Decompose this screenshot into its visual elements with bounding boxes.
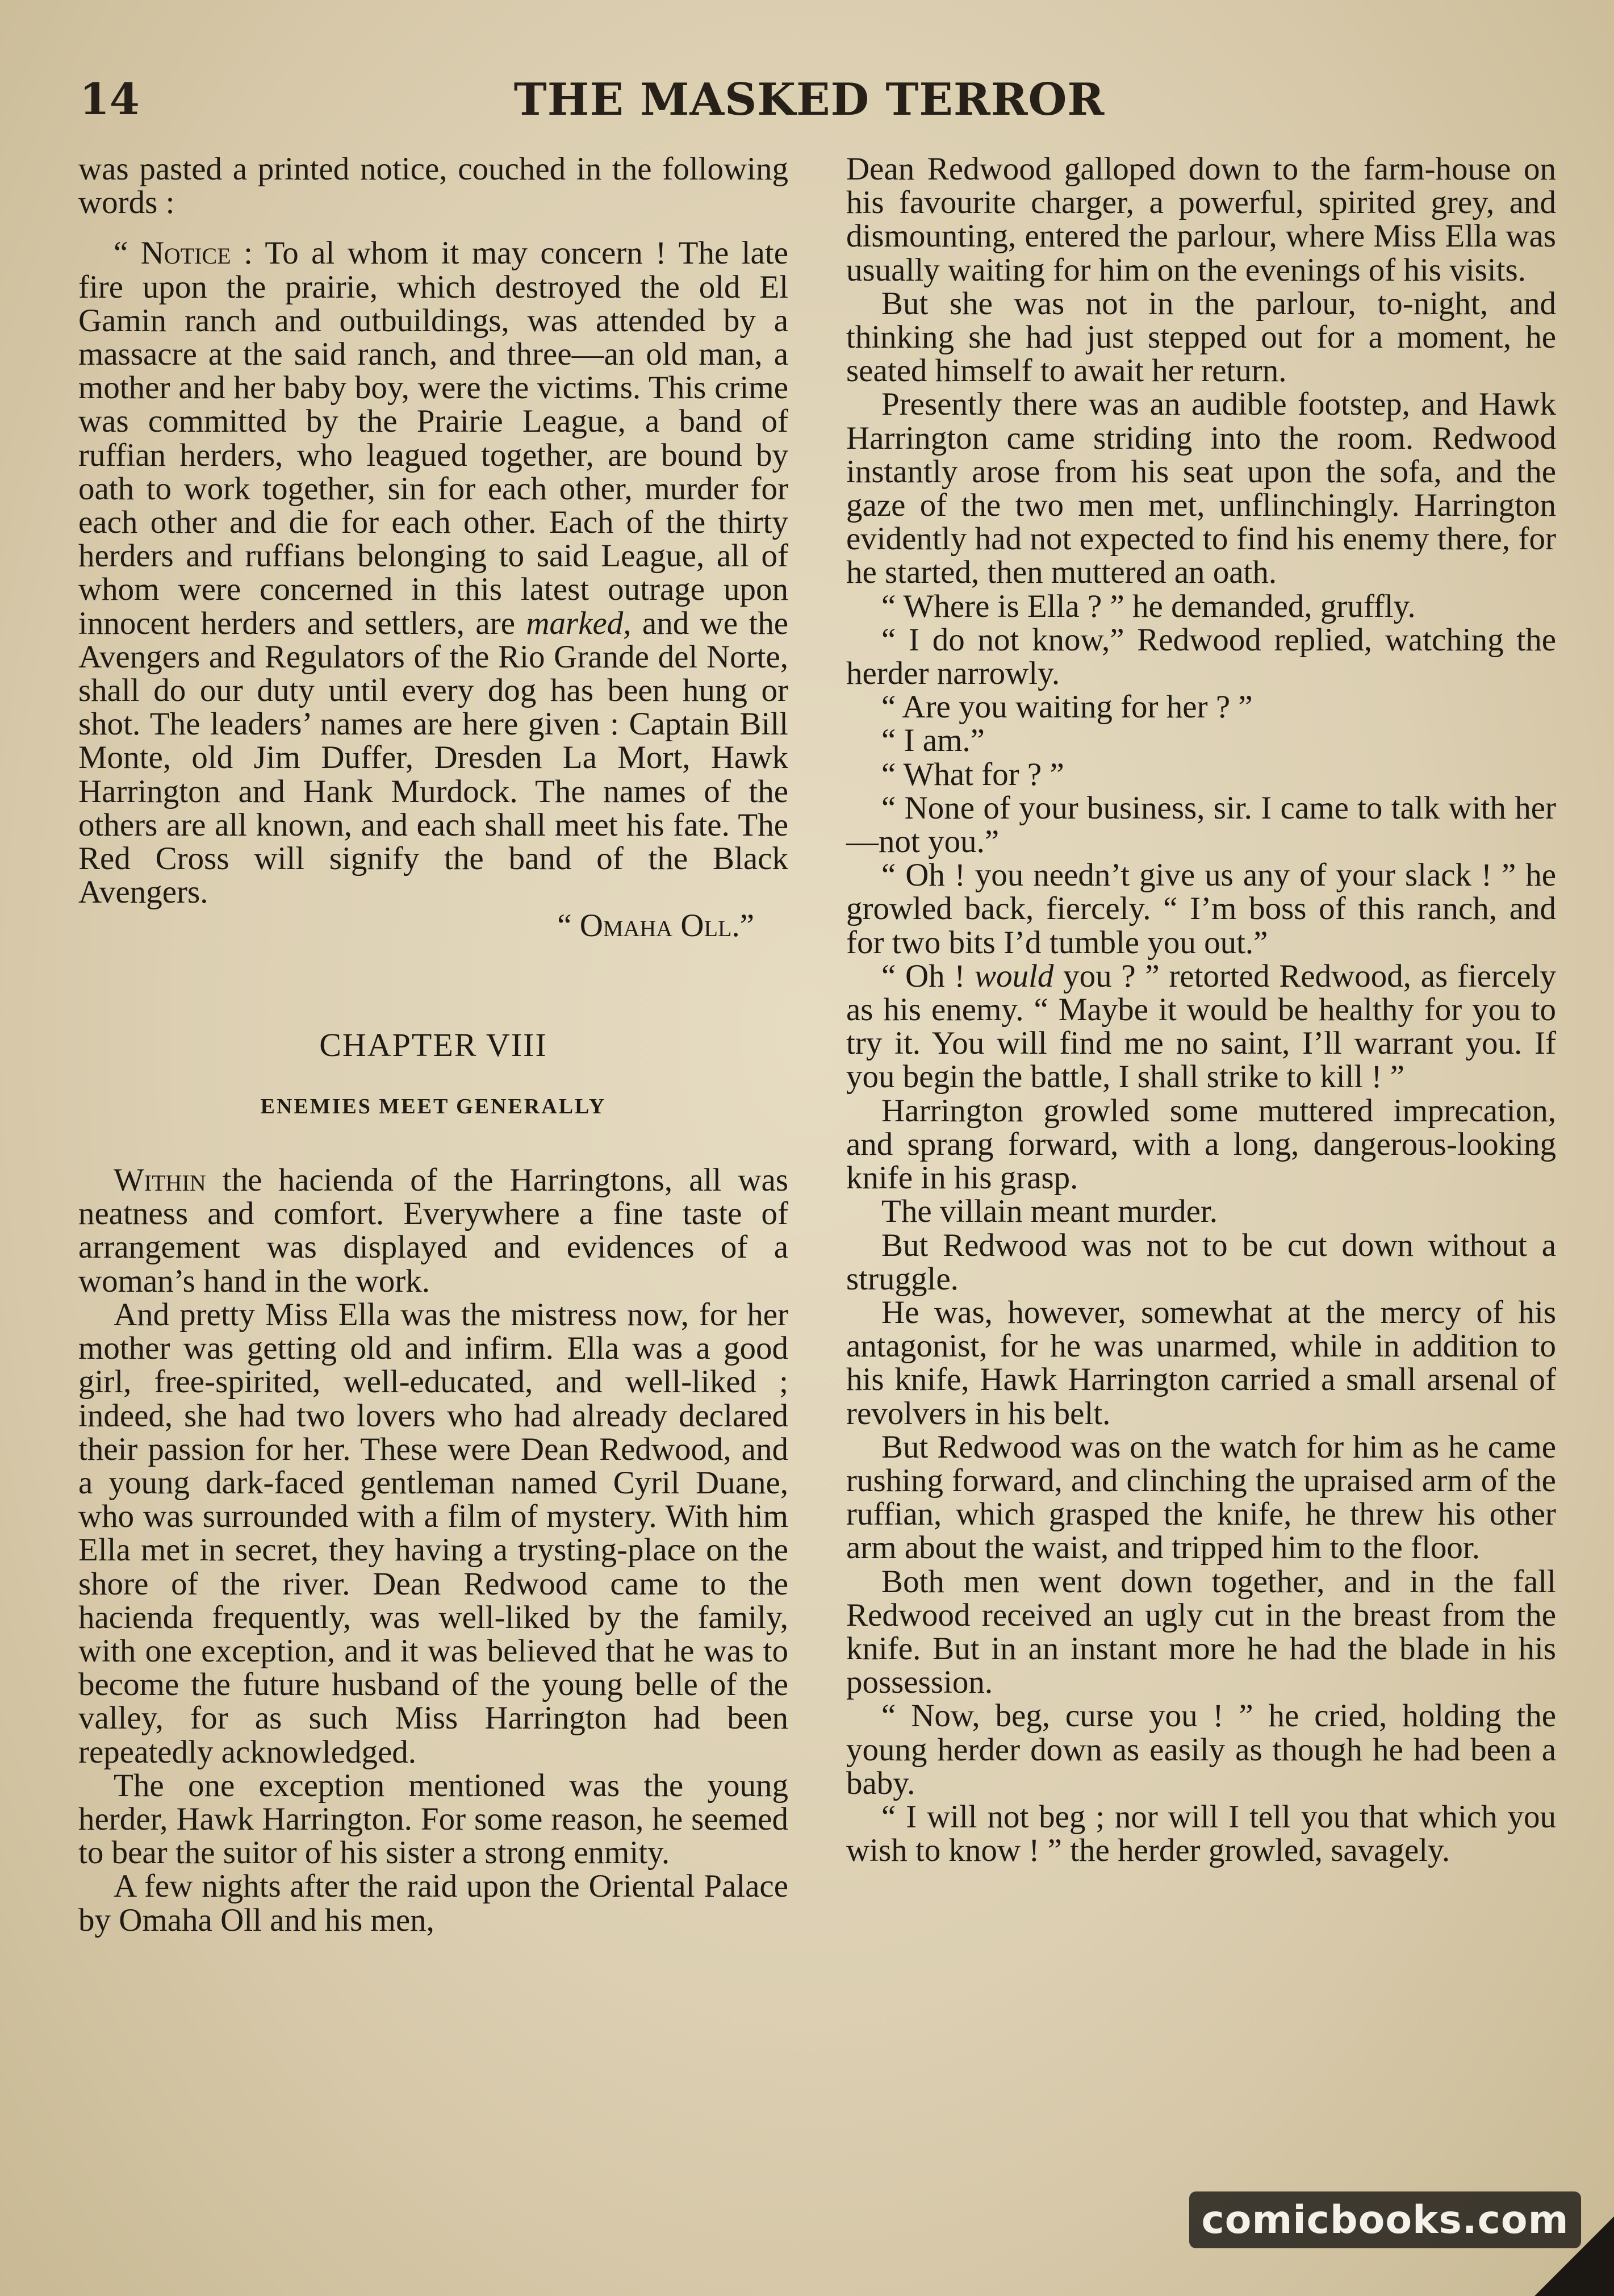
paragraph: “ I do not know,” Redwood replied, watching the herder narrowly. <box>846 621 1556 692</box>
paragraph: And pretty Miss Ella was the mistress now, for her mother was getting old and infirm. Ella was a good girl, free-spirited, well-educated, and well-liked ; indeed, she had two lovers who had already declared their passion for her. These were Dean Redwood, and a young dark-faced gentleman named Cyril Duane, who was surrounded with a film of mystery. With him Ella met in secret, they having a trysting-place on the shore of the river. Dean Redwood came to the hacienda frequently, was well-liked by the family, with one exception, and it was believed that he was to become the future husband of the young belle of the valley, for as such Miss Harrington had been repeatedly acknowledged. <box>78 1296 788 1770</box>
paragraph <box>846 959 1556 1094</box>
notice-end: and we the Avengers and Regulators of the Rio Grande del Norte, shall do our duty until every dog has been hung or shot. The leaders’ names are here given : Captain Bill Monte, old Jim Duffer, Dresden La Mort, Hawk Harrington and Hank Murdock. The names of the others are all known, and each shall meet his fate. The Red Cross will signify the band of the Black Avengers. <box>78 605 788 911</box>
paragraph: “ Oh ! you needn’t give us any of your slack ! ” he growled back, fiercely. “ I’m boss of this ranch, and for two bits I’d tumble you out.” <box>846 857 1556 961</box>
page-header <box>80 74 1539 136</box>
page-corner <box>1534 2216 1614 2296</box>
running-title: THE MASKED TERROR <box>513 74 1105 126</box>
paragraph: The villain meant murder. <box>881 1193 1218 1230</box>
paragraph: The one exception mentioned was the young herder, Hawk Harrington. For some reason, he seemed to bear the suitor of his sister a strong enmity. <box>78 1767 788 1871</box>
paragraph: But Redwood was on the watch for him as he came rushing forward, and clinching the upraised arm of the ruffian, which grasped the knife, he threw his other arm about the waist, and tripped him to the floor. <box>846 1429 1556 1566</box>
chapter-heading: CHAPTER VIII <box>319 1026 547 1063</box>
paragraph: He was, however, somewhat at the mercy of his antagonist, for he was unarmed, while in addition to his knife, Hawk Harrington carried a small arsenal of revolvers in his belt. <box>846 1294 1556 1431</box>
page-number: 14 <box>80 74 140 124</box>
paragraph: “ Where is Ella ? ” he demanded, gruffly. <box>881 588 1416 624</box>
notice-signature: “ Omaha Oll.” <box>557 908 754 944</box>
paragraph: But Redwood was not to be cut down without a struggle. <box>846 1227 1556 1297</box>
paragraph: A few nights after the raid upon the Oriental Palace by Omaha Oll and his men, <box>78 1868 788 1938</box>
chapter-subtitle: ENEMIES MEET GENERALLY <box>260 1094 607 1118</box>
paragraph: Dean Redwood galloped down to the farm-house on his favourite charger, a powerful, spirited grey, and dismounting, entered the parlour, where Miss Ella was usually waiting for him on the evenings of his visits. <box>846 151 1556 288</box>
paragraph: “ I will not beg ; nor will I tell you that which you wish to know ! ” the herder growled, savagely. <box>846 1798 1556 1869</box>
notice-lead: “ Notice : <box>114 235 253 272</box>
paragraph: “ None of your business, sir. I came to talk with her—not you.” <box>846 790 1556 860</box>
paragraph: Presently there was an audible footstep, and Hawk Harrington came striding into the room. Redwood instantly arose from his seat upon the sofa, and the gaze of the two men met, unflinchingly. Harrington evidently had not expected to find his enemy there, for he started, then muttered an oath. <box>846 386 1556 591</box>
notice-body: To al whom it may concern ! The late fire upon the prairie, which destroyed the old El Gamin ranch and outbuildings, was attended by a massacre at the said ranch, and three—an old man, a mother and her baby boy, were the victims. This crime was committed by the Prairie League, a band of ruffian herders, who leagued together, are bound by oath to work together, sin for each other, murder for each other and die for each other. Each of the thirty herders and ruffians belonging to said League, all of whom were concerned in this latest outrage upon innocent herders and settlers, are <box>78 235 788 641</box>
paragraph-text: “ Oh ! <box>881 958 975 994</box>
paragraph: “ What for ? ” <box>881 756 1064 792</box>
paragraph <box>78 1163 788 1298</box>
paragraph: Harrington growled some muttered imprecation, and sprang forward, with a long, dangerous-looking knife in his grasp. <box>846 1092 1556 1196</box>
paragraph: “ I am.” <box>881 723 985 759</box>
watermark-text: comicbooks.com <box>1201 2197 1569 2243</box>
paragraph: “ Now, beg, curse you ! ” he cried, holding the young herder down as easily as though he had been a baby. <box>846 1698 1556 1801</box>
paragraph: But she was not in the parlour, to-night, and thinking she had just stepped out for a moment, he seated himself to await her return. <box>846 285 1556 389</box>
paragraph-text: the hacienda of the Harringtons, all was neatness and comfort. Everywhere a fine taste of arrangement was displayed and evidences of a woman’s hand in the work. <box>78 1162 788 1299</box>
right-column <box>846 152 1556 2231</box>
notice-paragraph <box>78 236 788 909</box>
notice-marked: marked, <box>526 605 632 641</box>
drop-lead: Within <box>114 1162 206 1199</box>
watermark <box>1189 2191 1581 2248</box>
emphasis-would: would <box>975 958 1054 994</box>
paragraph: was pasted a printed notice, couched in the following words : <box>78 151 788 221</box>
left-column <box>78 152 788 2231</box>
paragraph-text: you ? ” retorted Redwood, as fiercely as his enemy. “ Maybe it would be healthy for you to try it. You will find me no saint, I’ll warrant you. If you begin the battle, I shall strike to kill ! ” <box>846 958 1556 1095</box>
paragraph: “ Are you waiting for her ? ” <box>881 689 1253 725</box>
paragraph: Both men went down together, and in the fall Redwood received an ugly cut in the breast from the knife. But in an instant more he had the blade in his possession. <box>846 1563 1556 1701</box>
